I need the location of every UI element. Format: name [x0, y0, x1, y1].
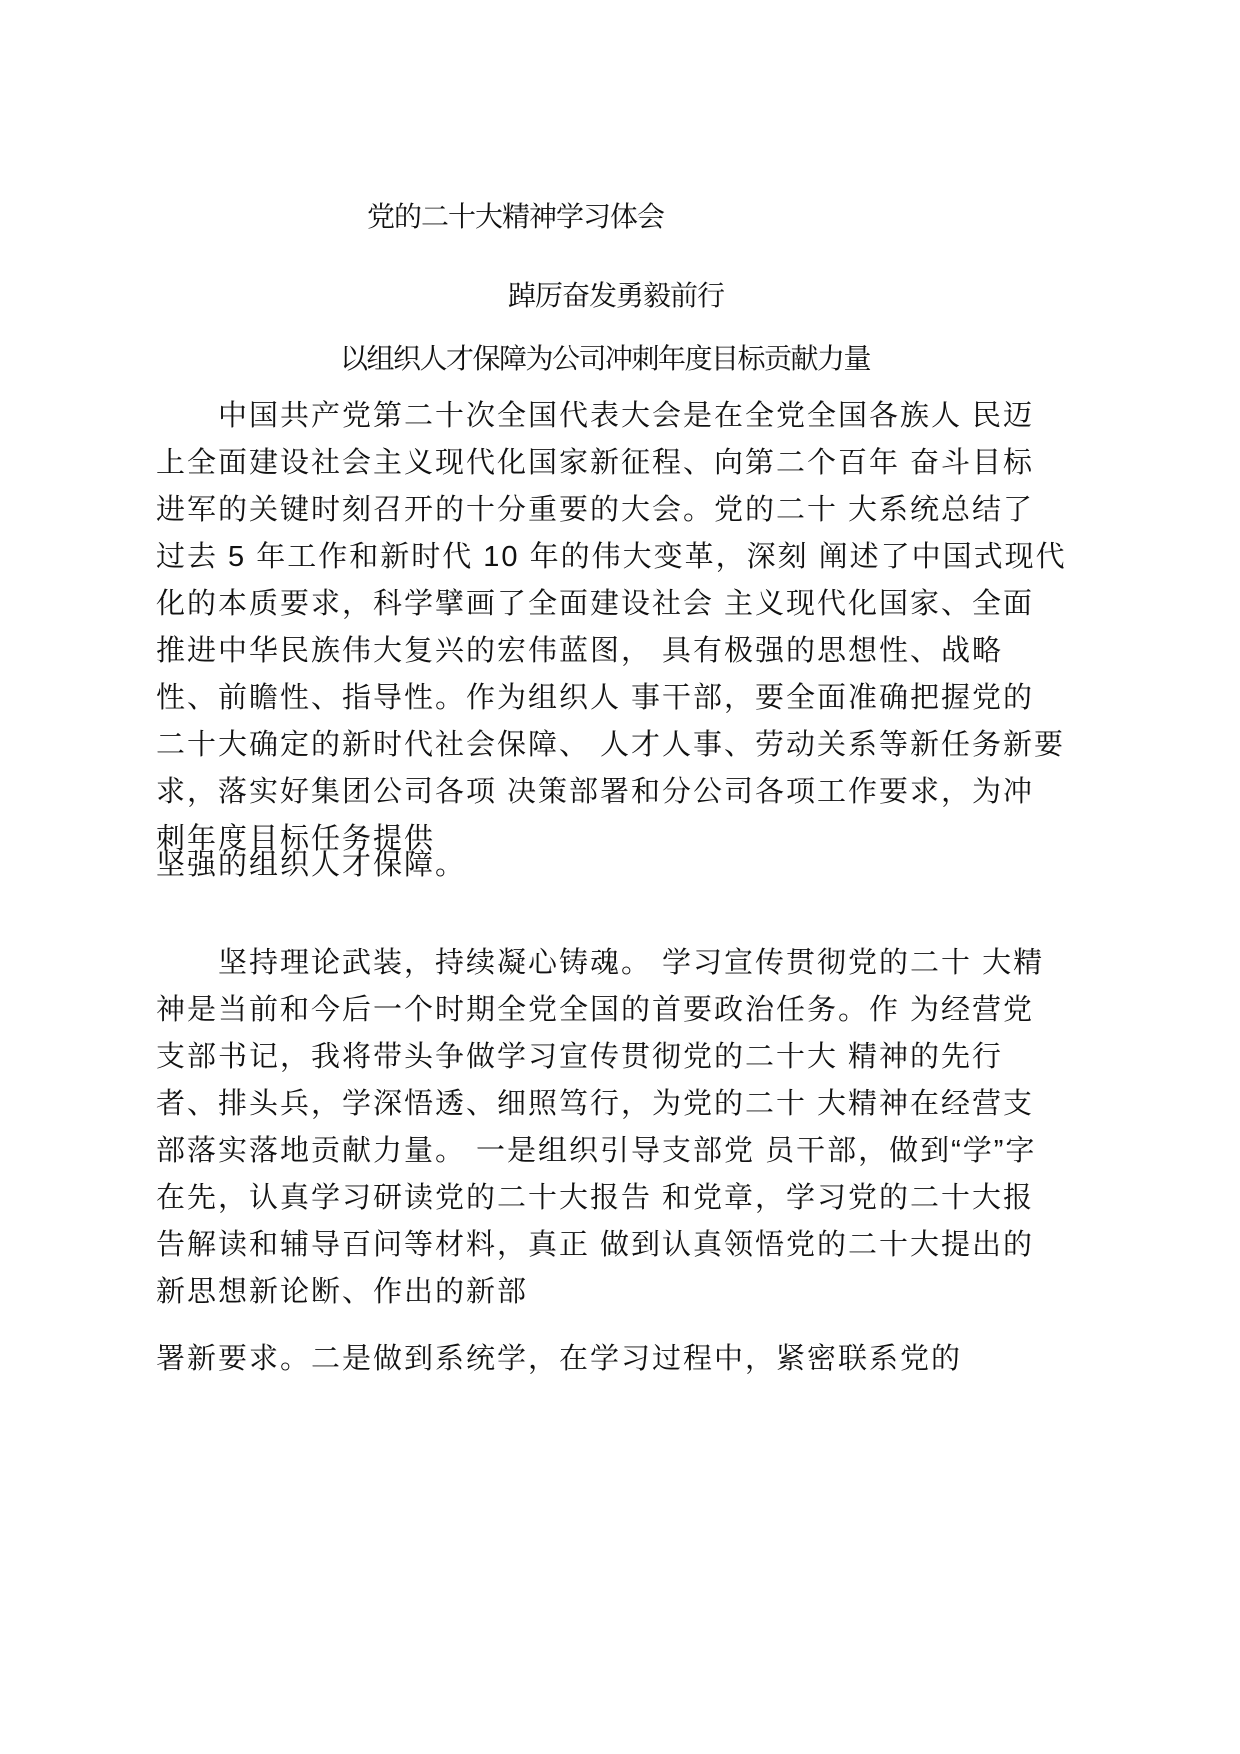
main-heading: 踔厉奋发勇毅前行: [508, 280, 725, 311]
body-paragraph-4: 署新要求。二是做到系统学，在学习过程中，紧密联系党的: [156, 1343, 963, 1375]
body-paragraph-1: 中国共产党第二十次全国代表大会是在全党全国各族人 民迈 上全面建设社会主义现代化国家新征程、向第二个百年 奋斗目标 进军的关键时刻召开的十分重要的大会。党的二十 大系统总结了 过去 5 年工作和新时代 10 年的伟大变革，深刻 阐述了中国式现代 化的本质要求，科学擘画了全面建设社会 主义现代化国家、全面 推进中华民族伟大复兴的宏伟蓝图， 具有极强的思想性、战略 性、前瞻性、指导性。作为组织人 事干部，要全面准确把握党的 二十大确定的新时代社会保障、 人才人事、劳动关系等新任务新要 求，落实好集团公司各项 决策部署和分公司各项工作要求，为冲 刺年度目标任务提供: [156, 400, 1067, 855]
document-title: 党的二十大精神学习体会: [367, 201, 665, 232]
sub-heading: 以组织人才保障为公司冲刺年度目标贡献力量: [340, 343, 871, 374]
body-paragraph-2: 坚强的组织人才保障。: [156, 849, 467, 881]
body-paragraph-3: 坚持理论武装，持续凝心铸魂。 学习宣传贯彻党的二十 大精 神是当前和今后一个时期全党全国的首要政治任务。作 为经营党 支部书记，我将带头争做学习宣传贯彻党的二十大 精神的先行 者、排头兵，学深悟透、细照笃行，为党的二十 大精神在经营支 部落实落地贡献力量。 一是组织引导支部党 员干部，做到“学”字 在先，认真学习研读党的二十大报告 和党章，学习党的二十大报 告解读和辅导百问等材料，真正 做到认真领悟党的二十大提出的 新思想新论断、作出的新部: [156, 947, 1045, 1308]
